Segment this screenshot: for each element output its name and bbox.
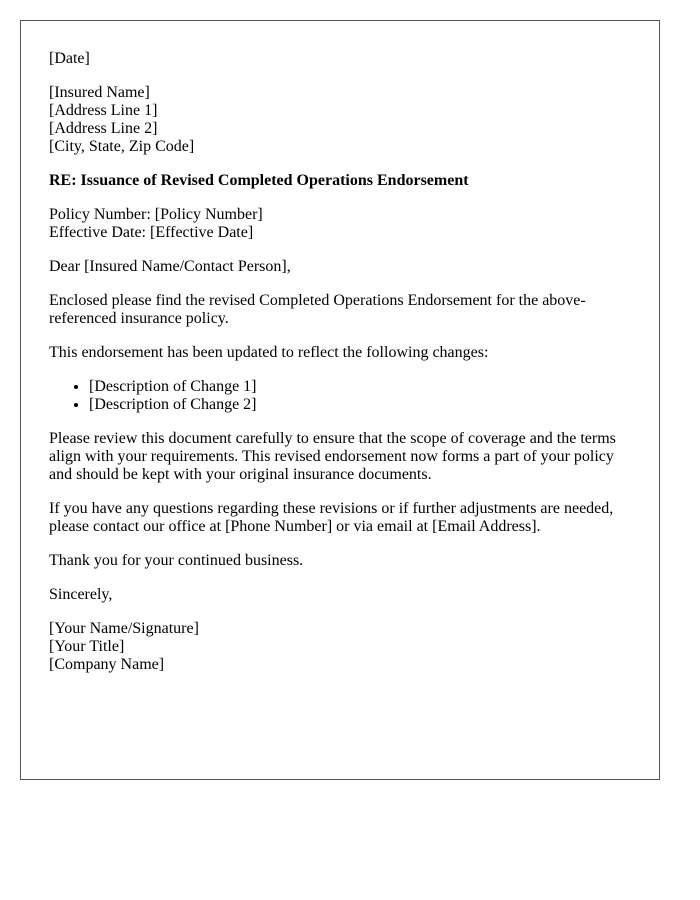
signer-name: [Your Name/Signature] bbox=[49, 620, 199, 637]
paragraph-review: Please review this document carefully to ensure that the scope of coverage and the terms align with your requirements. This revised endorsement now forms a part of your policy and should be kept with your original insurance documents. bbox=[49, 430, 616, 483]
paragraph-enclosure: Enclosed please find the revised Completed Operations Endorsement for the above-referenced insurance policy. bbox=[49, 292, 586, 327]
recipient-city-state-zip: [City, State, Zip Code] bbox=[49, 138, 195, 155]
recipient-address-line-1: [Address Line 1] bbox=[49, 102, 158, 119]
closing: Sincerely, bbox=[49, 586, 113, 603]
recipient-address-line-2: [Address Line 2] bbox=[49, 120, 158, 137]
signer-company: [Company Name] bbox=[49, 656, 165, 673]
paragraph-contact: If you have any questions regarding these revisions or if further adjustments are needed, please contact our office at [Phone Number] or via email at [Email Address]. bbox=[49, 500, 614, 535]
signer-title: [Your Title] bbox=[49, 638, 125, 655]
paragraph-thanks: Thank you for your continued business. bbox=[49, 552, 304, 569]
recipient-address bbox=[49, 84, 631, 156]
recipient-name: [Insured Name] bbox=[49, 84, 150, 101]
effective-date: Effective Date: [Effective Date] bbox=[49, 224, 254, 241]
change-item: • [Description of Change 1] bbox=[89, 378, 631, 396]
salutation: Dear [Insured Name/Contact Person], bbox=[49, 258, 291, 275]
change-item: • [Description of Change 2] bbox=[89, 396, 631, 414]
paragraph-changes-intro: This endorsement has been updated to reflect the following changes: bbox=[49, 344, 489, 361]
letter-date bbox=[49, 50, 631, 68]
date-text: [Date] bbox=[49, 50, 90, 67]
signature-block bbox=[49, 620, 631, 674]
letter-page bbox=[20, 20, 660, 780]
policy-number: Policy Number: [Policy Number] bbox=[49, 206, 263, 223]
subject-line: RE: Issuance of Revised Completed Operations Endorsement bbox=[49, 172, 469, 189]
policy-details bbox=[49, 206, 631, 242]
changes-list bbox=[49, 378, 631, 414]
